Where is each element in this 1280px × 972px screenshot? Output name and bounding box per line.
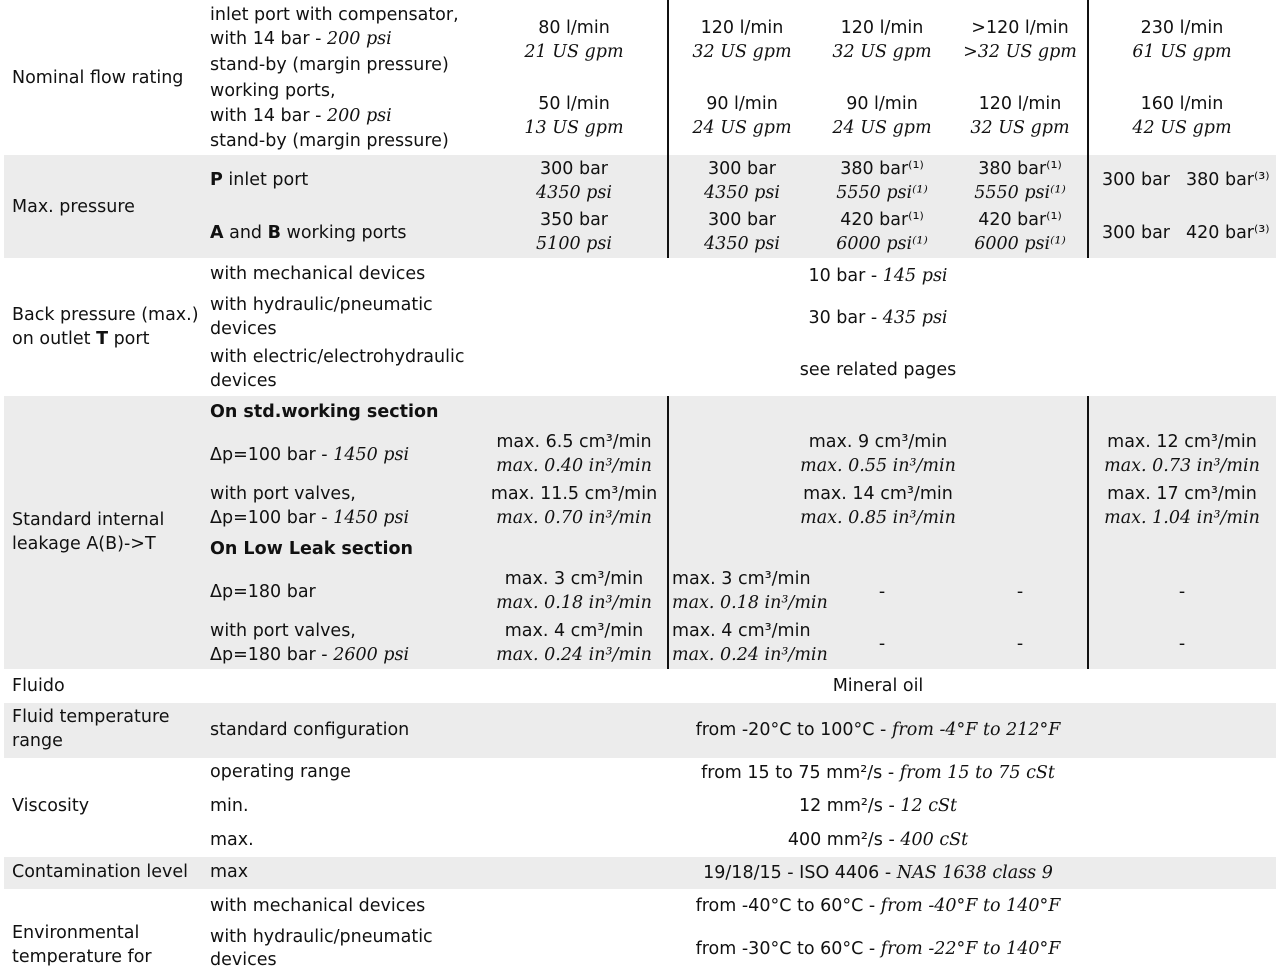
leak-cm: max. 3 cm³/min [672, 569, 811, 589]
leak-in: max. 0.55 in³/min [800, 456, 956, 476]
p-bar: 380 bar⁽¹⁾ [978, 159, 1062, 179]
p-inlet-desc [210, 168, 308, 192]
env-hyd-desc-line2: devices [210, 950, 277, 970]
working-lmin: 50 l/min [538, 94, 610, 114]
inlet-gpm: 21 US gpm [524, 42, 624, 62]
divider-col1-top [667, 0, 669, 258]
env-temp-label-line1: Environmental [12, 923, 140, 943]
leak-in: max. 0.18 in³/min [496, 593, 652, 613]
back-pressure-label-line2 [12, 327, 149, 351]
env-mech-desc: with mechanical devices [210, 896, 426, 916]
pv180-val-c1 [494, 619, 654, 667]
bp-mech-val-a: 10 bar - [808, 266, 883, 286]
contamination-label: Contamination level [12, 862, 189, 882]
leak-in: max. 0.24 in³/min [672, 645, 828, 665]
dp100-desc [210, 443, 409, 467]
std-section-heading: On std.working section [210, 402, 439, 422]
bp-elec-desc-line1: with electric/electrohydraulic [210, 347, 465, 367]
pv180-dash-c3: - [878, 634, 886, 654]
fluid-temp-val-b: from -4°F to 212°F [891, 720, 1061, 740]
leak-cm: max. 4 cm³/min [672, 621, 811, 641]
leak-in: max. 1.04 in³/min [1104, 508, 1260, 528]
env-hyd-value [478, 937, 1278, 961]
leak-in: max. 0.73 in³/min [1104, 456, 1260, 476]
leak-cm: max. 6.5 cm³/min [496, 432, 652, 452]
p-bar: 300 bar [540, 159, 608, 179]
p-psi: 5550 psi⁽¹⁾ [974, 183, 1066, 203]
p-bar: 380 bar⁽¹⁾ [840, 159, 924, 179]
env-hyd-b: from -22°F to 140°F [880, 939, 1061, 959]
contamination-value [478, 861, 1278, 885]
ab-psi: 6000 psi⁽¹⁾ [836, 234, 928, 254]
ab-bar: 420 bar⁽¹⁾ [840, 210, 924, 230]
bp-mech-val-b: 145 psi [882, 266, 948, 286]
bp-mech-val [672, 264, 1084, 288]
dp100-val-c1 [484, 430, 664, 478]
inlet-gpm: 61 US gpm [1132, 42, 1232, 62]
bp-hyd-val [672, 306, 1084, 330]
working-desc-line1: working ports, [210, 81, 336, 101]
ab-val-c3 [812, 208, 952, 256]
viscosity-label: Viscosity [12, 796, 90, 816]
inlet-val-c1 [494, 16, 654, 64]
fluid-temp-label-line1: Fluid temperature [12, 707, 170, 727]
ab-val-c2 [672, 208, 812, 256]
visc-min-a: 12 mm²/s - [798, 796, 901, 816]
working-gpm: 42 US gpm [1132, 118, 1232, 138]
inlet-lmin: 120 l/min [700, 18, 784, 38]
divider-col4-leak [1087, 396, 1089, 669]
env-mech-b: from -40°F to 140°F [880, 896, 1061, 916]
working-val-c2 [672, 92, 812, 140]
p-inlet-rest: inlet port [222, 170, 309, 190]
ab-rest: working ports [280, 223, 407, 243]
working-gpm: 24 US gpm [692, 118, 792, 138]
working-desc-line2-a: with 14 bar - [210, 106, 327, 126]
dp100-b: 1450 psi [333, 445, 410, 465]
p-inlet-val-c3 [812, 157, 952, 205]
ab-val-c1 [494, 208, 654, 256]
visc-op-desc: operating range [210, 762, 351, 782]
working-gpm: 13 US gpm [524, 118, 624, 138]
bp-hyd-val-a: 30 bar - [808, 308, 883, 328]
inlet-val-c2 [672, 16, 812, 64]
inlet-desc-line2 [210, 27, 392, 51]
divider-col1-leak [667, 396, 669, 669]
dp180-dash-c5: - [1178, 582, 1186, 602]
p-inlet-val-c1 [494, 157, 654, 205]
p-psi: 5550 psi⁽¹⁾ [836, 183, 928, 203]
pv100-desc-line2 [210, 506, 409, 530]
p-inlet-val-c2 [672, 157, 812, 205]
working-lmin: 120 l/min [978, 94, 1062, 114]
working-gpm: 24 US gpm [832, 118, 932, 138]
ab-psi: 5100 psi [536, 234, 612, 254]
ab-psi: 6000 psi⁽¹⁾ [974, 234, 1066, 254]
pv100-b: 1450 psi [333, 508, 410, 528]
ab-mid: and [223, 223, 268, 243]
pv100-val-c2 [672, 482, 1084, 530]
pv100-val-c1 [484, 482, 664, 530]
ab-psi: 4350 psi [704, 234, 780, 254]
fluid-label: Fluido [12, 676, 65, 696]
p-psi: 4350 psi [704, 183, 780, 203]
p-inlet-bold: P [210, 170, 223, 190]
p-inlet-val-c4 [950, 157, 1090, 205]
pv100-a: Δp=100 bar - [210, 508, 334, 528]
leak-cm: max. 17 cm³/min [1107, 484, 1257, 504]
working-val-c5 [1092, 92, 1272, 140]
dp180-desc: Δp=180 bar [210, 582, 316, 602]
leakage-label-line2: leakage A(B)->T [12, 534, 156, 554]
inlet-lmin: >120 l/min [971, 18, 1069, 38]
p-bar: 300 bar [708, 159, 776, 179]
fluid-temp-label-line2: range [12, 731, 63, 751]
low-leak-heading: On Low Leak section [210, 539, 413, 559]
ab-bar: 350 bar [540, 210, 608, 230]
env-temp-label-line2: temperature for [12, 947, 152, 967]
pv180-dash-c5: - [1178, 634, 1186, 654]
pv180-a: Δp=180 bar - [210, 645, 334, 665]
inlet-val-c5 [1092, 16, 1272, 64]
ab-bar: 300 bar [708, 210, 776, 230]
pv180-desc-line1: with port valves, [210, 621, 356, 641]
dp180-val-c2 [672, 567, 828, 615]
bp-label-b: T [96, 329, 109, 349]
env-mech-a: from -40°C to 60°C - [695, 896, 881, 916]
env-hyd-desc-line1: with hydraulic/pneumatic [210, 927, 433, 947]
nominal-flow-label: Nominal flow rating [12, 68, 184, 88]
working-val-c3 [812, 92, 952, 140]
inlet-gpm: >32 US gpm [963, 42, 1077, 62]
inlet-desc-line1: inlet port with compensator, [210, 5, 459, 25]
inlet-desc-line2-b: 200 psi [327, 29, 392, 49]
bp-mech-desc: with mechanical devices [210, 264, 426, 284]
bp-hyd-desc-line1: with hydraulic/pneumatic [210, 295, 433, 315]
fluid-temp-desc: standard configuration [210, 720, 410, 740]
max-pressure-label: Max. pressure [12, 197, 135, 217]
leak-in: max. 0.24 in³/min [496, 645, 652, 665]
ab-ports-desc [210, 221, 406, 245]
dp180-dash-c3: - [878, 582, 886, 602]
dp100-val-c2 [672, 430, 1084, 478]
p-inlet-last-a: 300 bar [1102, 170, 1170, 190]
p-inlet-last-b: 380 bar⁽³⁾ [1186, 170, 1270, 190]
contam-a: 19/18/15 - ISO 4406 - [703, 863, 897, 883]
dp180-val-c1 [494, 567, 654, 615]
contamination-desc: max [210, 862, 249, 882]
inlet-gpm: 32 US gpm [832, 42, 932, 62]
visc-max-a: 400 mm²/s - [787, 830, 901, 850]
leak-cm: max. 3 cm³/min [504, 569, 644, 589]
working-lmin: 90 l/min [706, 94, 778, 114]
working-gpm: 32 US gpm [970, 118, 1070, 138]
ab-bold-a: A [210, 223, 224, 243]
dp100-a: Δp=100 bar - [210, 445, 334, 465]
fluid-value: Mineral oil [832, 676, 924, 696]
visc-min-desc: min. [210, 796, 249, 816]
ab-last-a: 300 bar [1102, 223, 1170, 243]
working-desc-line2-b: 200 psi [327, 106, 392, 126]
visc-op-value [478, 761, 1278, 785]
dp180-dash-c4: - [1016, 582, 1024, 602]
leak-in: max. 0.40 in³/min [496, 456, 652, 476]
inlet-desc-line2-a: with 14 bar - [210, 29, 327, 49]
working-val-c1 [494, 92, 654, 140]
bp-hyd-desc-line2: devices [210, 319, 277, 339]
inlet-lmin: 230 l/min [1140, 18, 1224, 38]
leak-cm: max. 14 cm³/min [803, 484, 953, 504]
bp-label-a: on outlet [12, 329, 97, 349]
fluid-temp-val-a: from -20°C to 100°C - [695, 720, 892, 740]
inlet-gpm: 32 US gpm [692, 42, 792, 62]
working-desc-line3: stand-by (margin pressure) [210, 131, 449, 151]
bp-hyd-val-b: 435 psi [882, 308, 948, 328]
inlet-lmin: 120 l/min [840, 18, 924, 38]
leak-in: max. 0.18 in³/min [672, 593, 828, 613]
working-lmin: 160 l/min [1140, 94, 1224, 114]
ab-bold-b: B [267, 223, 281, 243]
leak-in: max. 0.85 in³/min [800, 508, 956, 528]
working-desc-line2 [210, 104, 392, 128]
bp-elec-val: see related pages [799, 360, 957, 380]
bp-elec-desc-line2: devices [210, 371, 277, 391]
pv180-val-c2 [672, 619, 828, 667]
visc-min-b: 12 cSt [900, 796, 958, 816]
ab-last-b: 420 bar⁽³⁾ [1186, 223, 1270, 243]
visc-op-a: from 15 to 75 mm²/s - [701, 763, 900, 783]
inlet-desc-line3: stand-by (margin pressure) [210, 55, 449, 75]
bp-label-c: port [108, 329, 150, 349]
fluid-temp-value [478, 718, 1278, 742]
visc-min-value [478, 794, 1278, 818]
pv100-desc-line1: with port valves, [210, 484, 356, 504]
leak-cm: max. 9 cm³/min [808, 432, 948, 452]
env-mech-value [478, 894, 1278, 918]
leak-cm: max. 12 cm³/min [1107, 432, 1257, 452]
dp100-val-c3 [1092, 430, 1272, 478]
inlet-val-c4 [950, 16, 1090, 64]
leak-cm: max. 4 cm³/min [504, 621, 644, 641]
inlet-lmin: 80 l/min [538, 18, 610, 38]
pv100-val-c3 [1092, 482, 1272, 530]
visc-max-value [478, 828, 1278, 852]
working-val-c4 [950, 92, 1090, 140]
pv180-desc-line2 [210, 643, 409, 667]
leak-cm: max. 11.5 cm³/min [490, 484, 658, 504]
pv180-dash-c4: - [1016, 634, 1024, 654]
visc-max-b: 400 cSt [900, 830, 969, 850]
ab-val-c4 [950, 208, 1090, 256]
visc-max-desc: max. [210, 830, 254, 850]
env-hyd-a: from -30°C to 60°C - [695, 939, 881, 959]
leakage-label-line1: Standard internal [12, 510, 165, 530]
ab-bar: 420 bar⁽¹⁾ [978, 210, 1062, 230]
pv180-b: 2600 psi [333, 645, 410, 665]
visc-op-b: from 15 to 75 cSt [899, 763, 1055, 783]
p-psi: 4350 psi [536, 183, 612, 203]
working-lmin: 90 l/min [846, 94, 918, 114]
leak-in: max. 0.70 in³/min [496, 508, 652, 528]
back-pressure-label-line1: Back pressure (max.) [12, 305, 199, 325]
inlet-val-c3 [812, 16, 952, 64]
contam-b: NAS 1638 class 9 [896, 863, 1053, 883]
